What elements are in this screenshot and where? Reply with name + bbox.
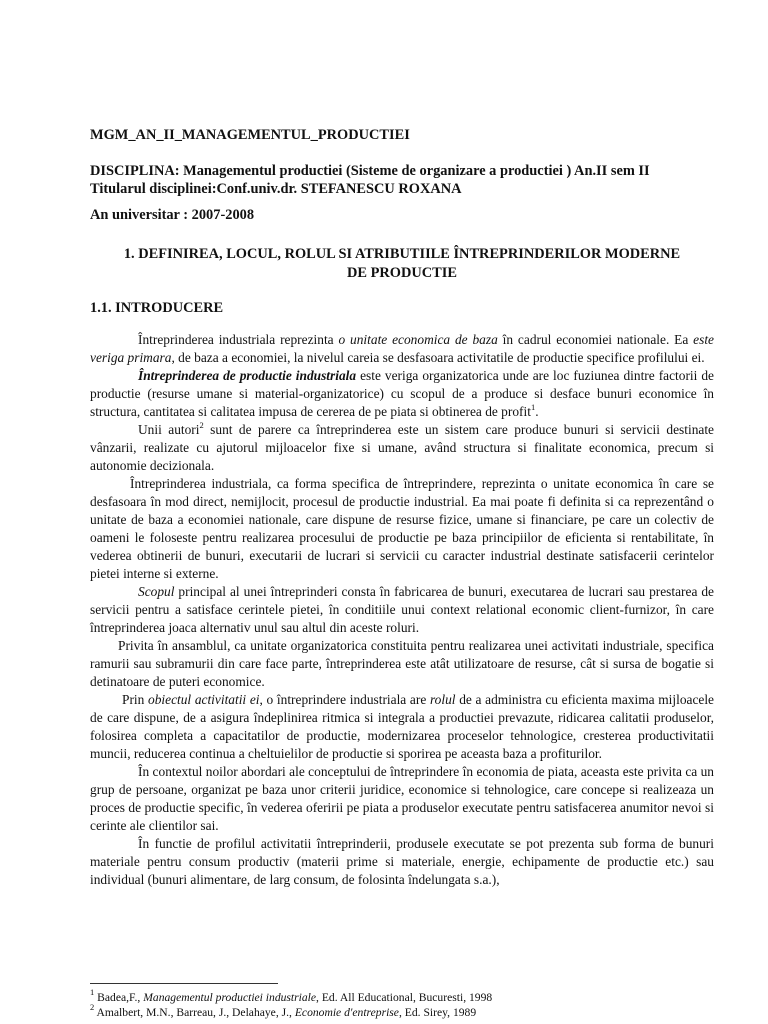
paragraph-1 (90, 331, 714, 367)
titular-line: Titularul disciplinei:Conf.univ.dr. STEFANESCU ROXANA (90, 181, 462, 197)
paragraph-7 (90, 691, 714, 763)
academic-year: An universitar : 2007-2008 (90, 207, 255, 223)
p7-text-e: de a administra cu eficienta maxima mijloacele de care dispune, de a asigura îndeplinirea ritmica si integrala a productiei prevazute, ridicarea calitatii produselor, folosirea completa a capacitatilor de productie, modernizarea proceselor tehnologice, cresterea productivitatii muncii, reducerea continua a cheltuielilor de productie si sporirea pe aceasta baza a profiturilor. (90, 692, 715, 761)
paragraph-2 (90, 367, 714, 421)
p1-text-e: , de baza a economiei, la nivelul careia se desfasoara activitatile de productie specifice profilului ei. (171, 350, 705, 365)
p7-text-c: , o întreprindere industriala are (259, 692, 430, 707)
body-text (90, 331, 714, 889)
footnote-2-number: 2 (90, 1002, 95, 1013)
chapter-title-line2: DE PRODUCTIE (347, 265, 457, 281)
paragraph-9: În functie de profilul activitatii întreprinderii, produsele executate se pot prezenta sub forma de bunuri materiale pentru consum productiv (materii prime si materiale, energie, echipamente de productie etc.) sau individual (bunuri alimentare, de larg consum, de folosinta îndelungata s.a.), (90, 836, 714, 887)
footnote-separator (90, 983, 278, 984)
footnote-1-title: Managementul productiei industriale (143, 991, 317, 1004)
chapter-title-line1: 1. DEFINIREA, LOCUL, ROLUL SI ATRIBUTIILE ÎNTREPRINDERILOR MODERNE (123, 246, 681, 262)
p1-text-a: Întreprinderea industriala reprezinta (138, 332, 339, 347)
footnote-ref-2[interactable]: 2 (199, 419, 204, 430)
paragraph-4: Întreprinderea industriala, ca forma specifica de întreprindere, reprezinta o unitate economica în care se desfasoara în mod direct, nemijlocit, procesul de productie industrial. Ea mai poate fi definita si ca reprezentând o unitate de baza a economiei nationale, care dispune de resurse fizice, umane si financiare, pe care un colectiv de oameni le foloseste pentru realizarea procesului de productie pe baza principiilor de eficienta si rentabilitate, în vederea obtinerii de bunuri, executarii de lucrari si servicii cu caracter industrial destinate satisfacerii cerintelor pietei interne si externe. (90, 476, 714, 581)
footnote-1 (90, 987, 493, 1005)
footnote-ref-1[interactable]: 1 (530, 401, 536, 412)
footnote-2-text-a: Amalbert, M.N., Barreau, J., Delahaye, J., (94, 1006, 295, 1019)
p7-text-a: Prin (122, 692, 149, 707)
p1-italic-d: este veriga primara (90, 332, 714, 365)
discipline-block (90, 162, 730, 198)
p7-italic-d: rolul (429, 692, 456, 707)
paragraph-8: În contextul noilor abordari ale conceptului de întreprindere în economia de piata, aceasta este privita ca un grup de persoane, organizat pe baza unor criterii juridice, economice si tehnologice, care concepe si realizeaza un proces de productie specific, în vederea oferirii pe piata a produselor executate pentru satisfacerea anumitor nevoi si cerinte ale clientilor sai. (90, 764, 714, 833)
footnote-2-text-c: , Ed. Sirey, 1989 (398, 1006, 477, 1019)
p2-text-b: este veriga organizatorica unde are loc fuziunea dintre factorii de productie (resurse umane si material-organizatorice) cu scopul de a produce si desface bunuri economice în structura, cantitatea si calitatea impusa de cererea de pe piata si obtinerea de profit (90, 368, 714, 419)
p2-text-c: . (535, 404, 539, 419)
p3-text-b: sunt de parere ca întreprinderea este un sistem care produce bunuri si servicii destinate vânzarii, realizate cu ajutorul mijloacelor fixe si umane, având structura si finalitate economica, precum si autonomie decizionala. (90, 422, 715, 473)
discipline-line: DISCIPLINA: Managementul productiei (Sisteme de organizare a productiei ) An.II sem II (90, 163, 650, 179)
section-title: 1.1. INTRODUCERE (90, 300, 224, 316)
footnote-2-title: Economie d'entreprise (294, 1006, 399, 1019)
footnote-1-number: 1 (90, 987, 95, 998)
chapter-title (90, 245, 714, 283)
footnote-1-text-c: , Ed. All Educational, Bucuresti, 1998 (316, 991, 493, 1004)
p1-italic-b: o unitate economica de baza (338, 332, 498, 347)
p1-text-c: în cadrul economiei nationale. Ea (497, 332, 694, 347)
footnote-2 (90, 1002, 477, 1020)
p2-bold-italic-a: Întreprinderea de productie industriala (138, 368, 357, 383)
paragraph-5 (90, 583, 714, 637)
paragraph-3 (90, 421, 714, 475)
p7-italic-b: obiectul activitatii ei (148, 692, 260, 707)
footnote-1-text-a: Badea,F., (94, 991, 144, 1004)
p3-text-a: Unii autori (138, 422, 200, 437)
paragraph-6: Privita în ansamblul, ca unitate organizatorica constituita pentru realizarea unei activitati industriale, specifica ramurii sau subramurii din care face parte, întreprinderea este atât utilizatoare de resurse, cât si sursa de bogatie si detinatoare de puteri economice. (90, 638, 714, 689)
p5-text-b: principal al unei întreprinderi consta în fabricarea de bunuri, executarea de lucrari sau prestarea de servicii pentru a satisface cerintele pietei, în conditiile unui context relational economic client-furnizor, în care întreprinderea joaca alternativ unul sau altul din aceste roluri. (90, 584, 714, 635)
course-code: MGM_AN_II_MANAGEMENTUL_PRODUCTIEI (90, 127, 410, 143)
p5-italic-a: Scopul (138, 584, 175, 599)
